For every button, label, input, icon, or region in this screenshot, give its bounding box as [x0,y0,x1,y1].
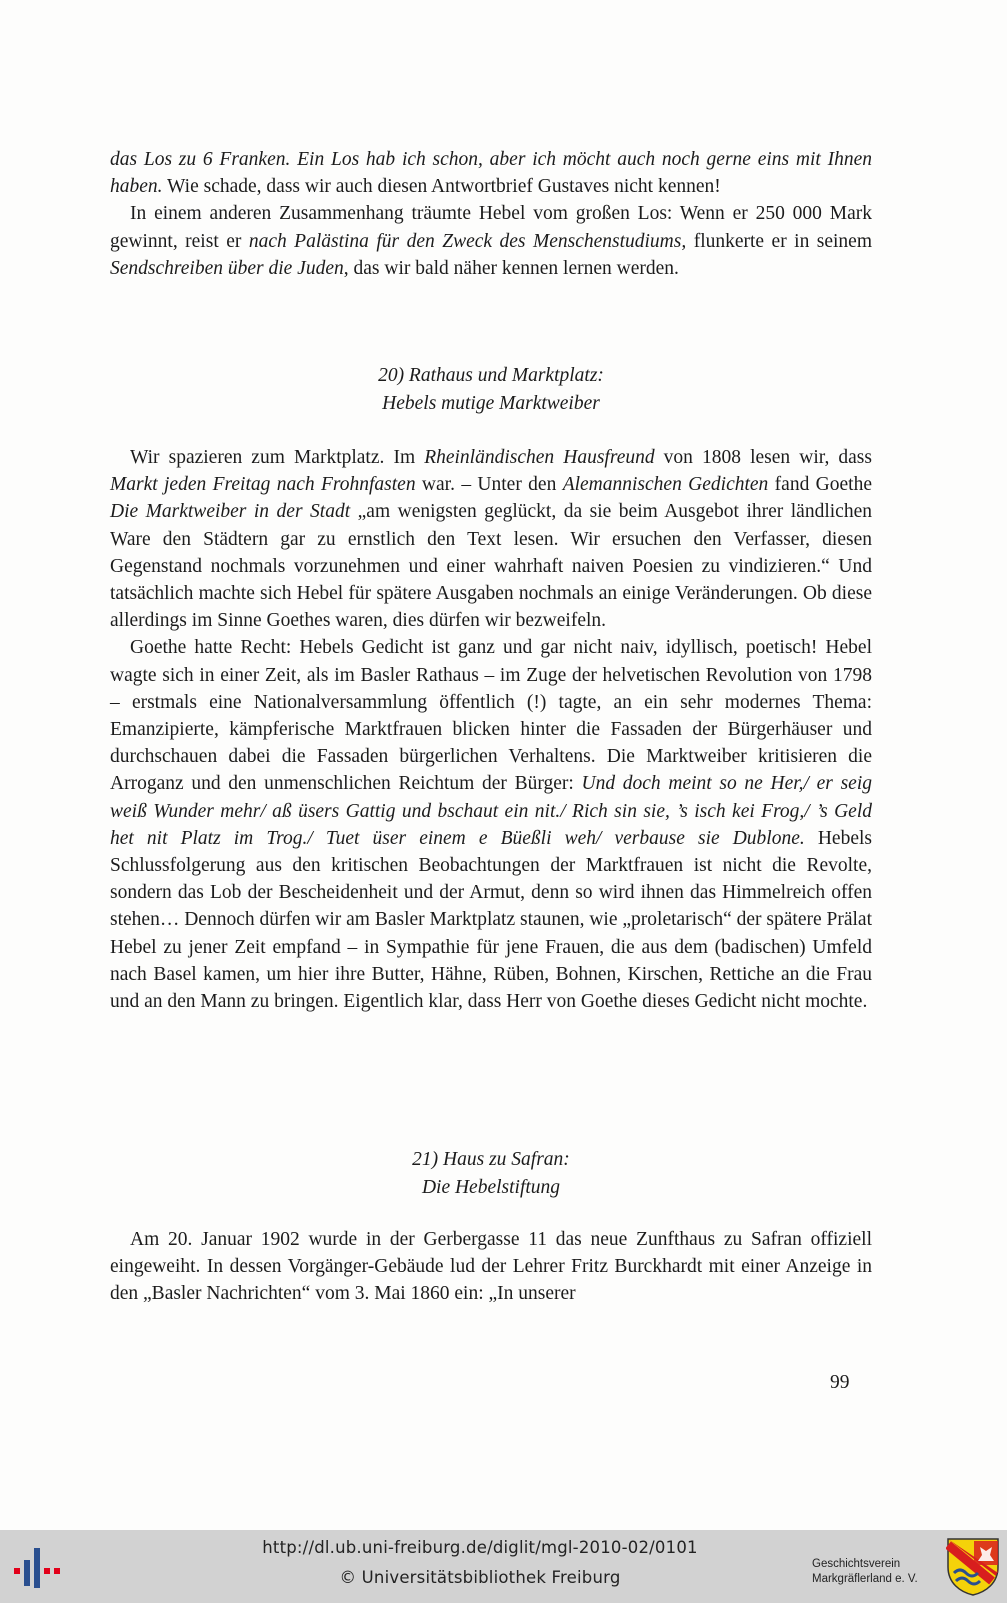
italic-span: Alemannischen Gedichten [562,474,769,496]
paragraph-2 [110,200,872,282]
heading-line-2: Hebels mutige Marktweiber [382,393,600,414]
copyright-text: © Universitätsbibliothek Freiburg [339,1568,621,1587]
text-block-top [110,146,872,282]
text-span: Am 20. Januar 1902 wurde in der Gerbergasse 11 das neue Zunfthaus zu Safran offiziell eingeweiht. In dessen Vorgänger-Gebäude lud der Lehrer Fritz Burckhardt mit einer Anzeige in den „Basler Nachrichten“ vom 3. Mai 1860 ein: „In unserer [110,1229,872,1305]
text-span: von 1808 lesen wir, dass [654,447,872,468]
text-span: flunkerte er in seinem [686,230,873,252]
text-span: , das wir bald näher kennen lernen werden. [343,257,679,279]
viewer-footer-bar [0,1530,1007,1603]
page-number: 99 [830,1372,850,1393]
paragraph-5 [110,1226,872,1308]
text-span: Goethe hatte Recht: Hebels Gedicht ist ganz und gar nicht naiv, idyllisch, poetisch! Hebel wagte sich in einer Zeit, als im Basler Rathaus – im Zuge der helvetischen Revolution von 1798 – erstmals eine Nationalversammlung öffentlich (!) tagte, an ein sehr modernes Thema: Emanzipierte, kämpferische Marktfrauen blicken hinter die Fassaden der Bürgerhäuser und durchschauen dabei die Fassaden bürgerlichen Verhaltens. Die Marktweiber kritisieren die Arroganz und den unmenschlichen Reichtum der Bürger: [110,637,872,795]
coat-of-arms-icon [946,1537,1000,1597]
heading-line-1: 21) Haus zu Safran: [412,1149,570,1170]
italic-span: Und doch meint so ne Her,/ er seig weiß Wunder mehr/ aß üsers Gattig und bschaut ein nit./ Rich sin sie, ’s isch kei Frog,/ ’s Geld het nit Platz im Trog./ Tuet üser einem e Büeßli weh/ verbause sie Dublone. [110,773,872,849]
section-heading-21 [110,1146,872,1202]
italic-span: Markt jeden Freitag nach Frohnfasten [110,474,416,496]
italic-span: nach Palästina für den Zweck des Menschenstudiums, [248,230,687,252]
text-block-middle [110,444,872,1015]
section-heading-20 [110,362,872,418]
paragraph-3 [110,444,872,634]
text-block-bottom [110,1226,872,1308]
text-span: Wie schade, dass wir auch diesen Antwortbrief Gustaves nicht kennen! [162,176,721,198]
text-span: Wir spazieren zum Marktplatz. Im [130,447,425,468]
heading-line-2: Die Hebelstiftung [421,1177,561,1198]
italic-span: Sendschreiben über die Juden [110,257,344,279]
permalink-url[interactable]: http://dl.ub.uni-freiburg.de/diglit/mgl-2010-02/0101 [262,1538,698,1557]
paragraph-1 [110,146,872,200]
society-line-1: Geschichtsverein [812,1558,901,1570]
heading-line-1: 20) Rathaus und Marktplatz: [378,365,604,386]
text-span: fand Goethe [768,474,872,496]
italic-span: Die Marktweiber in der Stadt [110,501,351,523]
ub-freiburg-logo-icon[interactable] [10,1546,66,1590]
text-span: „am wenigsten geglückt, da sie beim Ausgebot ihrer ländlichen Ware den Städtern gar zu ernstlich den Text lesen. Wir ersuchen den Verfasser, diesen Gegenstand nochmals vorzunehmen und einer wahrhaft naiven Poesien zu vindizieren.“ Und tatsächlich machte sich Hebel für spätere Ausgaben nochmals an einige Veränderungen. Ob diese allerdings im Sinne Goethes waren, dies dürfen wir bezweifeln. [110,501,872,632]
text-span: In einem anderen Zusammenhang träumte Hebel vom großen Los: Wenn er 250 000 Mark gewinnt, reist er [110,203,872,252]
society-name [812,1557,918,1587]
italic-span: das Los zu 6 Franken. Ein Los hab ich schon, aber ich möcht auch noch gerne eins mit Ihnen haben. [110,149,872,198]
paragraph-4 [110,634,872,1015]
text-span: war. – Unter den [415,474,563,496]
society-line-2: Markgräflerland e. V. [812,1573,918,1585]
text-span: Hebels Schlussfolgerung aus den kritischen Beobachtungen der Marktfrauen ist nicht die Revolte, sondern das Lob der Bescheidenheit und der Armut, denn so wird ihnen das Himmelreich offen stehen… Dennoch dürfen wir am Basler Marktplatz staunen, wie „proletarisch“ der spätere Prälat Hebel zu jener Zeit empfand – in Sympathie für jene Frauen, die aus dem (badischen) Umfeld nach Basel kamen, um hier ihre Butter, Hähne, Rüben, Bohnen, Kirschen, Rettiche an die Frau und an den Mann zu bringen. Eigentlich klar, dass Herr von Goethe dieses Gedicht nicht mochte. [110,827,873,1013]
italic-span: Rheinländischen Hausfreund [424,447,655,468]
